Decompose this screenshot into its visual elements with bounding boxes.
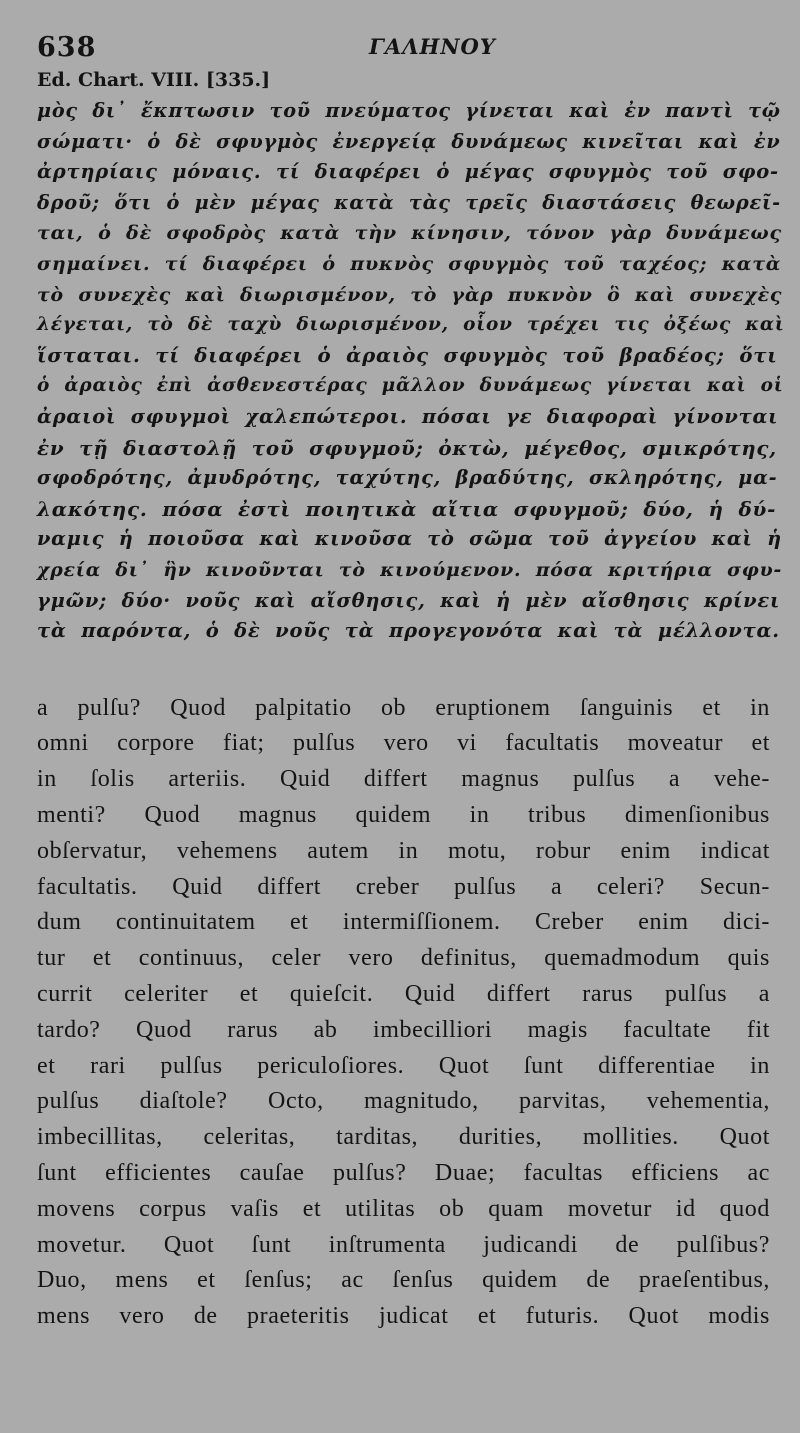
latin-text-line: mens vero de praeteritis judicat et futuris. Quot modis — [37, 1303, 770, 1330]
latin-text-line: movens corpus vaſis et utilitas ob quam movetur id quod — [37, 1195, 770, 1222]
greek-text-line: δροῦ; ὅτι ὁ μὲν μέγας κατὰ τὰς τρεῖς διαστάσεις θεωρεῖ- — [37, 190, 781, 214]
greek-text-line: ἐν τῇ διαστολῇ τοῦ σφυγμοῦ; ὀκτὼ, μέγεθος, σμικρότης, — [37, 435, 777, 460]
latin-text-line: tardo? Quod rarus ab imbecilliori magis facultate fit — [37, 1016, 770, 1043]
latin-text-line: omni corpore fiat; pulſus vero vi facultatis moveatur et — [37, 730, 770, 757]
greek-text-line: ἀρτηρίαις μόναις. τί διαφέρει ὁ μέγας σφυγμὸς τοῦ σφο- — [37, 160, 779, 184]
latin-text-line: tur et continuus, celer vero definitus, quemadmodum quis — [37, 945, 770, 972]
greek-text-line: ὁ ἀραιὸς ἐπὶ ἀσθενεστέρας μᾶλλον δυνάμεως γίνεται καὶ οἱ — [37, 375, 784, 397]
greek-text-line: λέγεται, τὸ δὲ ταχὺ διωρισμένον, οἷον τρέχει τις ὀξέως καὶ — [37, 314, 785, 336]
latin-text-line: imbecillitas, celeritas, tarditas, durities, mollities. Quot — [37, 1124, 770, 1151]
greek-text-line: ἵσταται. τί διαφέρει ὁ ἀραιὸς σφυγμὸς τοῦ βραδέος; ὅτι — [37, 343, 778, 367]
latin-text-line: menti? Quod magnus quidem in tribus dimenſionibus — [37, 802, 770, 829]
greek-text-line: σφοδρότης, ἀμυδρότης, ταχύτης, βραδύτης, σκληρότης, μα- — [37, 466, 778, 490]
greek-text-line: σημαίνει. τί διαφέρει ὁ πυκνὸς σφυγμὸς τοῦ ταχέος; κατὰ — [37, 252, 782, 275]
running-head — [37, 28, 770, 72]
greek-text-block — [37, 96, 785, 647]
latin-text-block — [37, 691, 770, 1335]
greek-text-line: λακότης. πόσα ἐστὶ ποιητικὰ αἴτια σφυγμοῦ; δύο, ἡ δύ- — [37, 496, 777, 521]
latin-text-line: a pulſu? Quod palpitatio ob eruptionem ſanguinis et in — [37, 694, 770, 721]
latin-text-line: ſunt efficientes cauſae pulſus? Duae; facultas efficiens ac — [37, 1160, 770, 1187]
greek-text-line: χρεία δι᾽ ἣν κινοῦνται τὸ κινούμενον. πόσα κριτήρια σφυ- — [37, 558, 783, 581]
latin-text-line: movetur. Quot ſunt inſtrumenta judicandi de pulſibus? — [37, 1231, 770, 1258]
latin-text-line: et rari pulſus periculoſiores. Quot ſunt differentiae in — [37, 1052, 770, 1079]
latin-text-line: in ſolis arteriis. Quid differt magnus pulſus a vehe- — [37, 766, 770, 793]
greek-text-line: τὰ παρόντα, ὁ δὲ νοῦς τὰ προγεγονότα καὶ τὰ μέλλοντα. — [37, 619, 780, 643]
greek-text-line: ἀραιοὶ σφυγμοὶ χαλεπώτεροι. πόσαι γε διαφοραὶ γίνονται — [37, 404, 779, 428]
running-title: ΓΑΛΗΝΟΥ — [369, 34, 496, 59]
latin-text-line: facultatis. Quid differt creber pulſus a celeri? Secun- — [37, 873, 770, 900]
greek-text-line: μὸς δι᾽ ἔκπτωσιν τοῦ πνεύματος γίνεται καὶ ἐν παντὶ τῷ — [37, 99, 781, 122]
greek-text-line: γμῶν; δύο· νοῦς καὶ αἴσθησις, καὶ ἡ μὲν αἴσθησις κρίνει — [37, 588, 781, 612]
latin-text-line: Duo, mens et ſenſus; ac ſenſus quidem de praeſentibus, — [37, 1267, 770, 1294]
greek-text-line: τὸ συνεχὲς καὶ διωρισμένον, τὸ γὰρ πυκνὸν ὃ καὶ συνεχὲς — [37, 283, 783, 306]
greek-text-line: σώματι· ὁ δὲ σφυγμὸς ἐνεργείᾳ δυνάμεως κινεῖται καὶ ἐν — [37, 129, 781, 153]
greek-text-line: ναμις ἡ ποιοῦσα καὶ κινοῦσα τὸ σῶμα τοῦ ἀγγείου καὶ ἡ — [37, 527, 782, 551]
page-number: 638 — [37, 32, 97, 63]
greek-text-line: ται, ὁ δὲ σφοδρὸς κατὰ τὴν κίνησιν, τόνον γὰρ δυνάμεως — [37, 221, 782, 245]
edition-reference: Ed. Chart. VIII. [335.] — [37, 69, 271, 91]
latin-text-line: currit celeriter et quieſcit. Quid differt rarus pulſus a — [37, 981, 770, 1008]
latin-text-line: pulſus diaſtole? Octo, magnitudo, parvitas, vehementia, — [37, 1088, 770, 1115]
latin-text-line: obſervatur, vehemens autem in motu, robur enim indicat — [37, 837, 770, 864]
latin-text-line: dum continuitatem et intermiſſionem. Creber enim dici- — [37, 909, 770, 936]
